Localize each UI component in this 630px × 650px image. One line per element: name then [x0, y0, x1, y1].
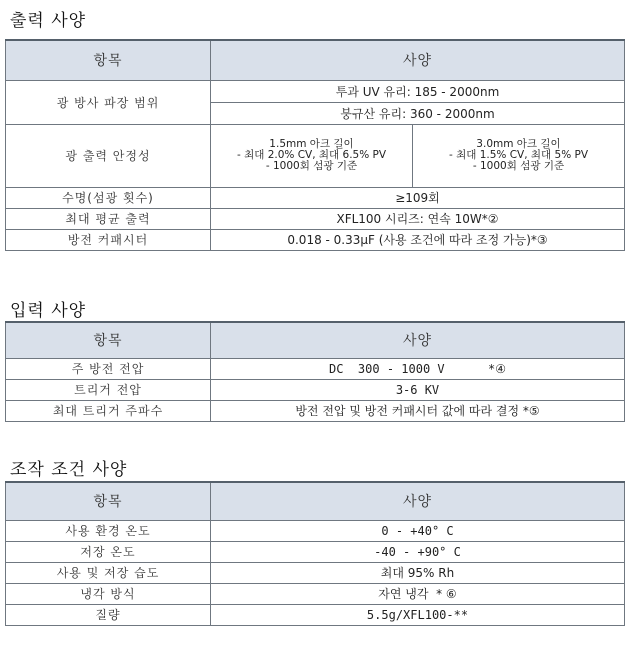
stability-b-line: 3.0mm 아크 길이: [476, 138, 561, 150]
row-label: 최대 평균 출력: [6, 208, 211, 229]
header-spec: 사양: [211, 40, 625, 80]
row-value: 투과 UV 유리: 185 - 2000nm: [211, 80, 625, 102]
row-value: 붕규산 유리: 360 - 2000nm: [211, 102, 625, 124]
row-value: 5.5g/XFL100-**: [211, 604, 625, 625]
row-value: 자연 냉각 * ⑥: [211, 583, 625, 604]
stability-a-line: - 최대 2.0% CV, 최대 6.5% PV: [236, 149, 387, 161]
header-item: 항목: [6, 482, 211, 520]
input-spec-title: 입력 사양: [10, 301, 87, 321]
row-label: 사용 환경 온도: [6, 520, 211, 541]
row-label: 저장 온도: [6, 541, 211, 562]
row-label: 최대 트리거 주파수: [6, 400, 211, 421]
operating-spec-title: 조작 조건 사양: [10, 460, 128, 480]
table-row: [6, 541, 625, 562]
table-row: [6, 379, 625, 400]
table-row: [6, 358, 625, 379]
row-label: 광 출력 안정성: [6, 124, 211, 187]
row-label: 방전 커패시터: [6, 229, 211, 250]
row-value: -40 - +90° C: [211, 541, 625, 562]
input-spec-table: [5, 321, 625, 422]
stability-a-line: 1.5mm 아크 길이: [269, 138, 354, 150]
stability-b-line: - 1000회 섬광 기준: [472, 160, 565, 172]
row-label: 광 방사 파장 범위: [6, 80, 211, 124]
table-row: [6, 124, 625, 187]
table-row: [6, 187, 625, 208]
table-row: [6, 562, 625, 583]
stability-cell-b: [413, 124, 625, 187]
header-spec: 사양: [211, 482, 625, 520]
row-value: 최대 95% Rh: [211, 562, 625, 583]
row-label: 주 방전 전압: [6, 358, 211, 379]
row-value: 3-6 KV: [211, 379, 625, 400]
row-label: 질량: [6, 604, 211, 625]
stability-a-line: - 1000회 섬광 기준: [265, 160, 358, 172]
operating-spec-table: [5, 481, 625, 626]
output-spec-title: 출력 사양: [10, 11, 87, 31]
table-row: [6, 229, 625, 250]
header-item: 항목: [6, 322, 211, 358]
row-value: ≥109회: [211, 187, 625, 208]
output-spec-table: [5, 39, 625, 251]
header-spec: 사양: [211, 322, 625, 358]
row-value: XFL100 시리즈: 연속 10W*②: [211, 208, 625, 229]
stability-cell-a: [211, 124, 413, 187]
table-row: [6, 520, 625, 541]
row-value: 방전 전압 및 방전 커패시터 값에 따라 결정 *⑤: [211, 400, 625, 421]
row-label: 수명(섬광 횟수): [6, 187, 211, 208]
row-value: 0 - +40° C: [211, 520, 625, 541]
row-label: 냉각 방식: [6, 583, 211, 604]
table-row: [6, 208, 625, 229]
row-label: 사용 및 저장 습도: [6, 562, 211, 583]
input-header-row: [6, 322, 625, 358]
row-label: 트리거 전압: [6, 379, 211, 400]
stability-b-line: - 최대 1.5% CV, 최대 5% PV: [448, 149, 589, 161]
header-item: 항목: [6, 40, 211, 80]
table-row: [6, 400, 625, 421]
table-row: [6, 583, 625, 604]
table-row: [6, 604, 625, 625]
operating-header-row: [6, 482, 625, 520]
row-value: DC 300 - 1000 V *④: [211, 358, 625, 379]
output-header-row: [6, 40, 625, 80]
table-row: [6, 80, 625, 102]
row-value: 0.018 - 0.33μF (사용 조건에 따라 조정 가능)*③: [211, 229, 625, 250]
